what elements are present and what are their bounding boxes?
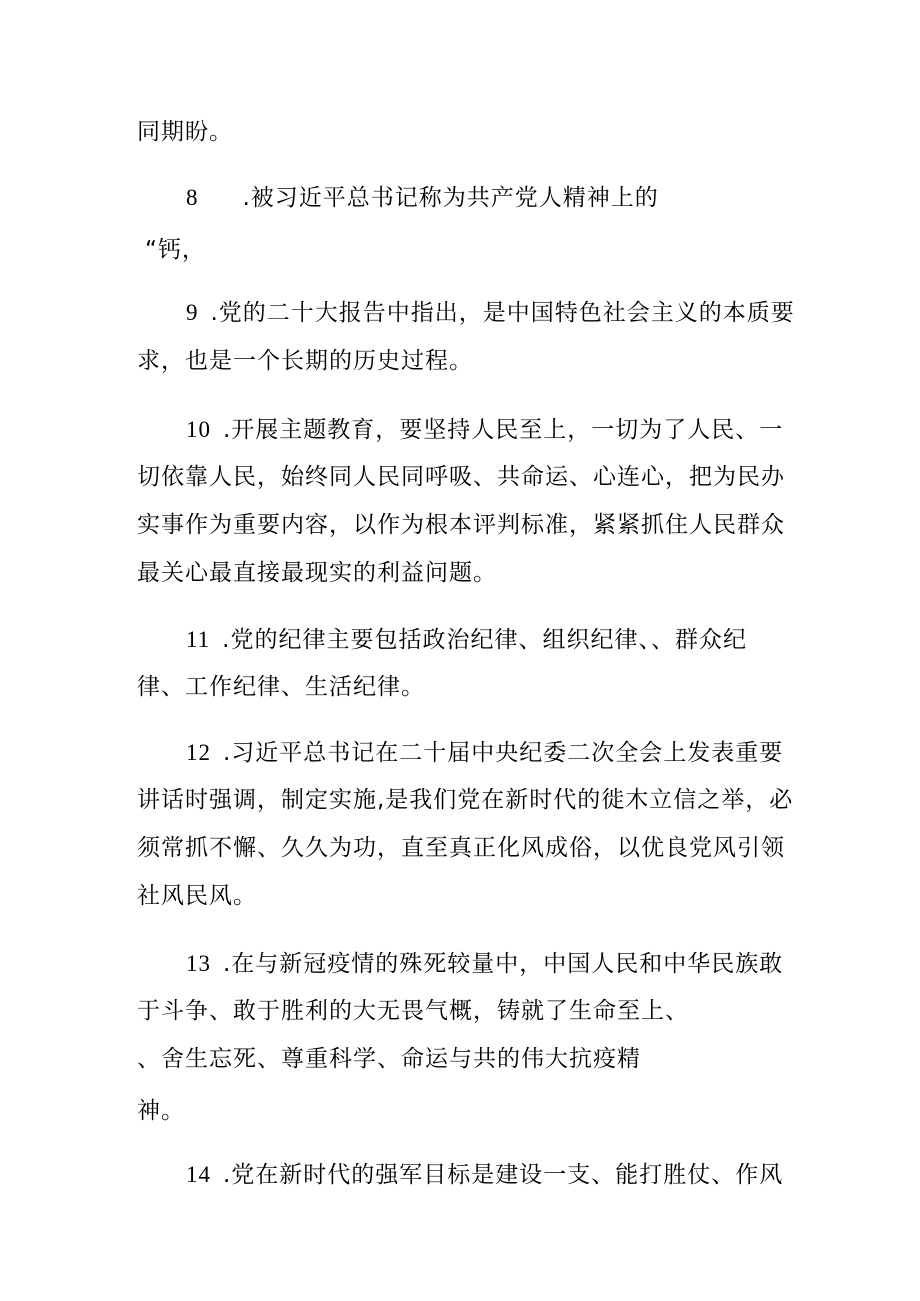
question-10-line-4	[137, 559, 497, 587]
text-line-intro	[137, 118, 233, 146]
line-text: 最关心最直接最现实的利益问题。	[137, 560, 497, 586]
line-text: 社风民风。	[137, 883, 257, 909]
question-10	[186, 416, 783, 444]
question-number: 8	[186, 185, 199, 210]
question-text: .党在新时代的强军目标是建设一支、能打胜仗、作风	[223, 1162, 784, 1188]
question-9	[186, 299, 795, 327]
line-text: 律、工作纪律、生活纪律。	[137, 674, 425, 700]
question-13-line-3	[137, 1045, 641, 1073]
line-text: “钙，	[145, 237, 206, 263]
line-text: 讲话时强调，制定实施,是我们党在新时代的徙木立信之举，必	[137, 787, 794, 813]
question-number: 12	[186, 740, 211, 765]
question-10-line-3	[137, 511, 785, 539]
question-9-continuation	[137, 347, 473, 375]
question-8	[186, 184, 659, 212]
question-8-continuation	[145, 236, 206, 264]
question-text: .在与新冠疫情的殊死较量中，中国人民和中华民族敢	[223, 951, 784, 977]
question-12-line-2	[137, 786, 793, 814]
question-text: .党的纪律主要包括政治纪律、组织纪律、、群众纪	[222, 627, 747, 653]
question-number: 11	[186, 627, 211, 652]
question-11	[186, 626, 747, 654]
line-text: 须常抓不懈、久久为功，直至真正化风成俗，以优良党风引领	[137, 835, 785, 861]
question-12-line-4	[137, 882, 257, 910]
question-12-line-3	[137, 834, 785, 862]
line-text: 、舍生忘死、尊重科学、命运与共的伟大抗疫精	[137, 1046, 641, 1072]
line-text: 求，也是一个长期的历史过程。	[137, 348, 473, 374]
question-number: 9	[186, 300, 199, 325]
question-14	[186, 1161, 783, 1189]
line-text: 实事作为重要内容，以作为根本评判标准，紧紧抓住人民群众	[137, 512, 785, 538]
question-text: .被习近平总书记称为共产党人精神上的	[242, 185, 659, 211]
line-text: 神。	[137, 1098, 185, 1124]
line-text: 同期盼。	[137, 119, 233, 145]
question-number: 13	[186, 951, 211, 976]
question-11-line-2	[137, 673, 425, 701]
question-text: .习近平总书记在二十届中央纪委二次全会上发表重要	[223, 740, 784, 766]
line-text: 切依靠人民，始终同人民同呼吸、共命运、心连心，把为民办	[137, 464, 785, 490]
line-text: 于斗争、敢于胜利的大无畏气概，铸就了生命至上、	[137, 998, 689, 1024]
question-number: 10	[186, 417, 211, 442]
question-12	[186, 739, 783, 767]
question-text: .党的二十大报告中指出，是中国特色社会主义的本质要	[210, 300, 795, 326]
question-10-line-2	[137, 463, 785, 491]
question-13-line-4	[137, 1097, 185, 1125]
question-13	[186, 950, 783, 978]
question-13-line-2	[137, 997, 689, 1025]
question-text: .开展主题教育，要坚持人民至上，一切为了人民、一	[223, 417, 784, 443]
question-number: 14	[186, 1162, 211, 1187]
